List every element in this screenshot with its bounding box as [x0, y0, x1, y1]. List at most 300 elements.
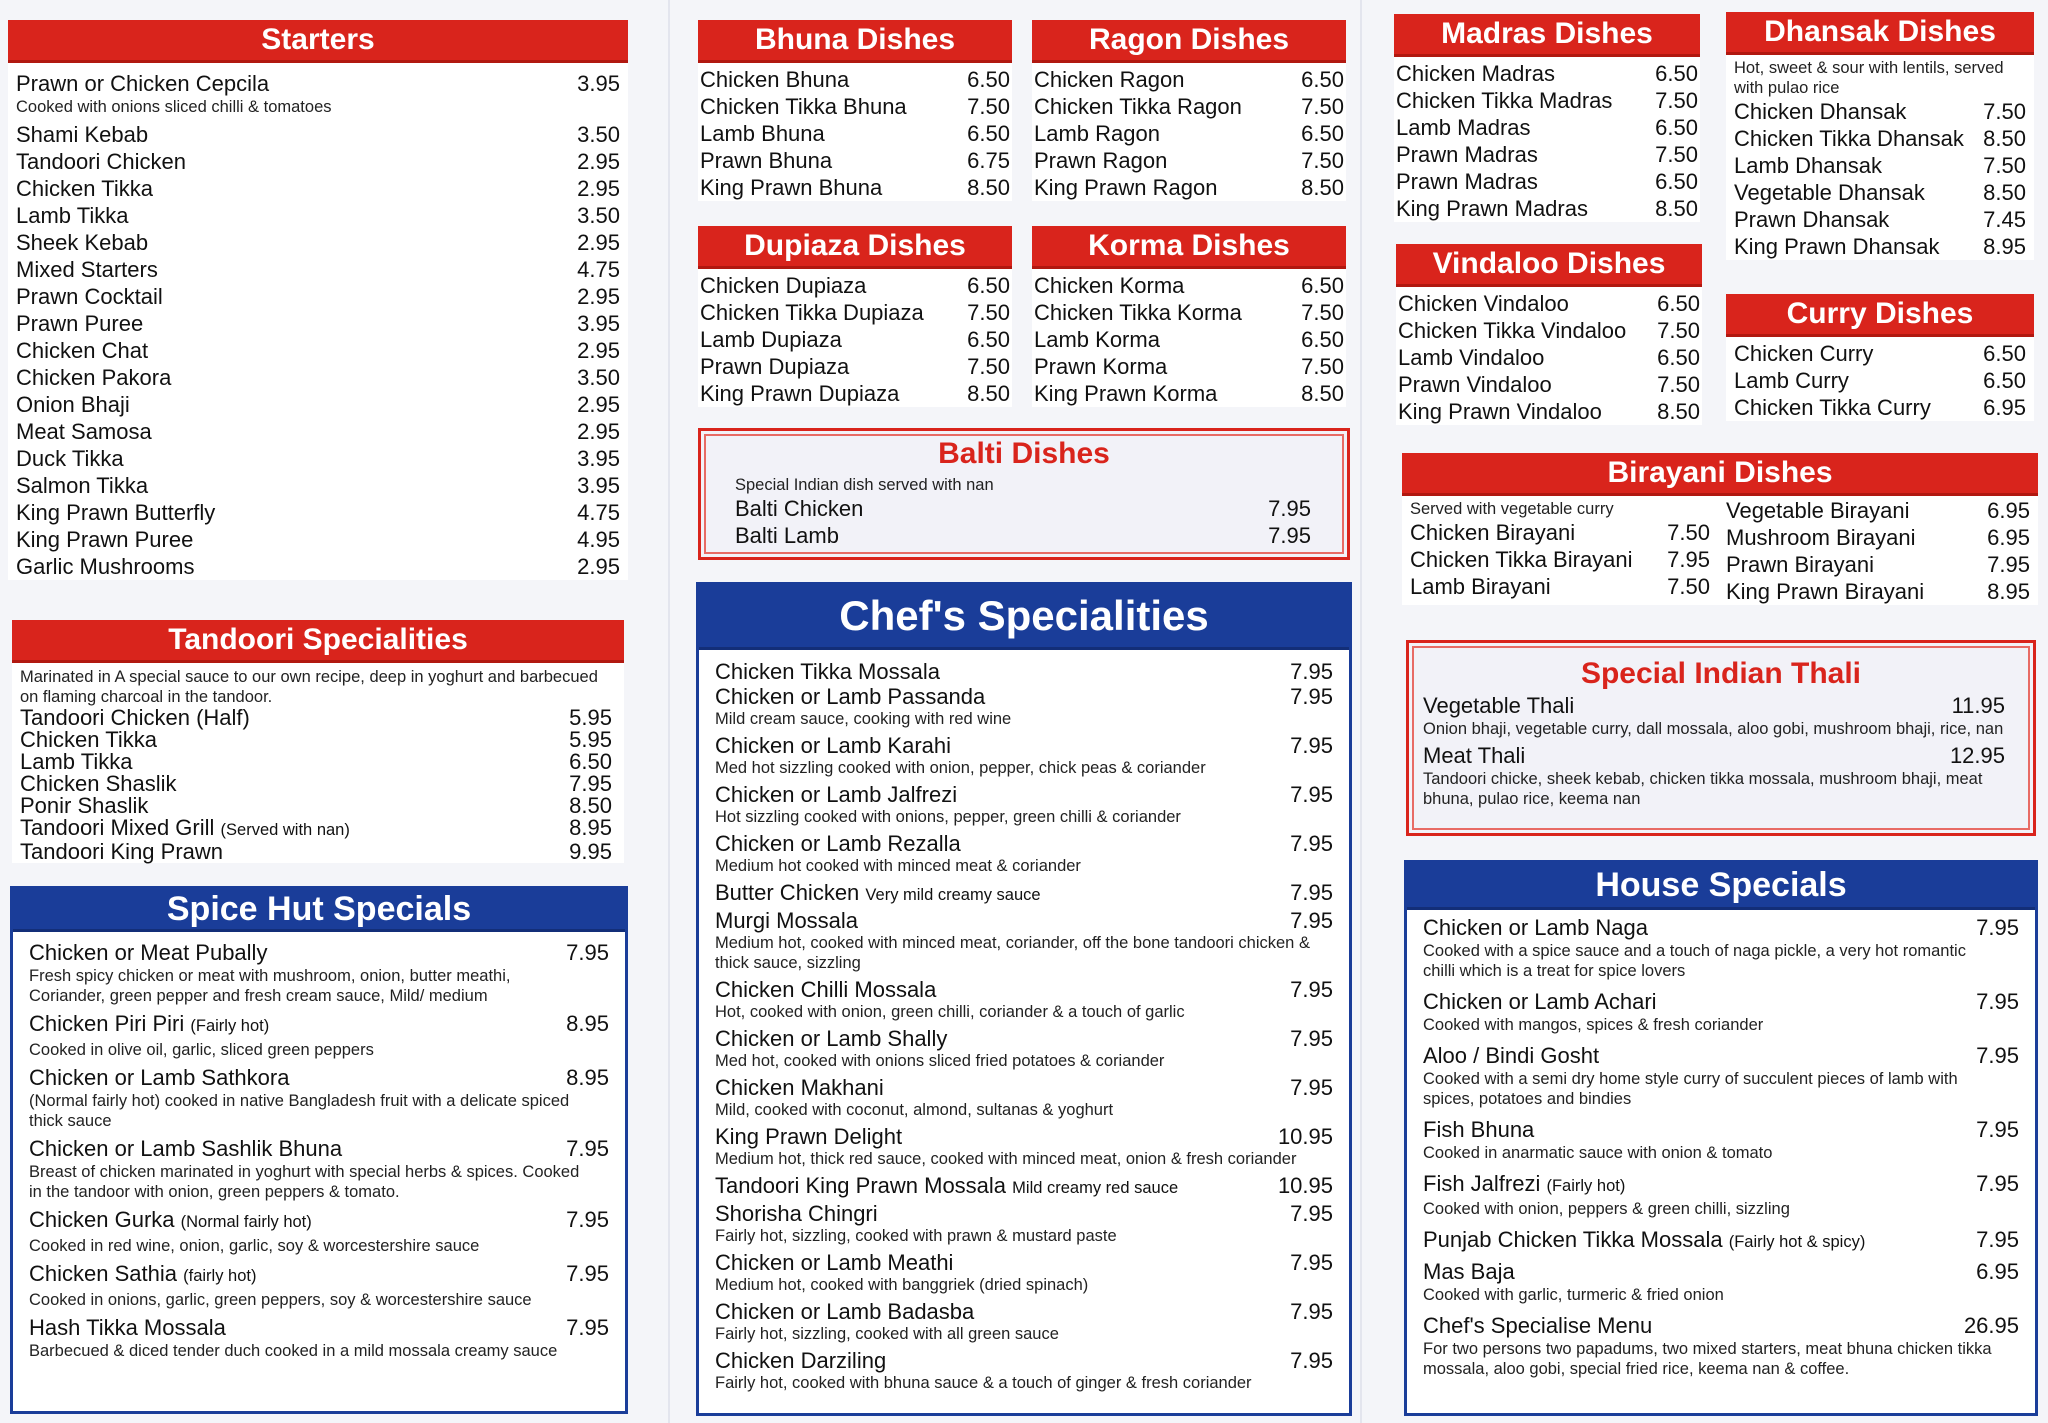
menu-item [1402, 546, 1718, 573]
menu-item-row [8, 337, 628, 364]
menu-item-label: Chicken Pakora [16, 365, 172, 390]
menu-item-label: Chicken Dupiaza [700, 273, 867, 298]
menu-item-row [1032, 299, 1346, 326]
madras-section [1394, 14, 1700, 222]
menu-item-name [16, 121, 148, 148]
menu-item-row [1726, 394, 2034, 421]
menu-item [715, 880, 1333, 908]
menu-item-row [715, 733, 1333, 758]
chefs-header: Chef's Specialities [699, 585, 1349, 647]
menu-item-name [700, 299, 924, 326]
menu-item [1718, 524, 2038, 551]
menu-item-price: 8.50 [1983, 126, 2026, 151]
menu-item-price: 7.95 [1268, 523, 1311, 548]
menu-item-label: Lamb Ragon [1034, 121, 1160, 146]
menu-item [29, 1064, 609, 1135]
menu-item-label: Prawn Dupiaza [700, 354, 850, 379]
menu-item-row [1032, 120, 1346, 147]
menu-item-name [715, 1075, 884, 1100]
menu-item [1032, 299, 1346, 326]
menu-item-price: 2.95 [577, 149, 620, 174]
menu-item [8, 283, 628, 310]
menu-item [698, 299, 1012, 326]
menu-item-row [715, 831, 1333, 856]
menu-item-label: King Prawn Korma [1034, 381, 1218, 406]
menu-item [1726, 206, 2034, 233]
menu-item-name [1398, 344, 1544, 371]
menu-item-row [12, 841, 620, 863]
dupiaza-list [698, 266, 1012, 407]
menu-item-label: Lamb Dhansak [1734, 153, 1882, 178]
menu-item-label: Butter Chicken [715, 880, 860, 905]
menu-item [12, 841, 620, 863]
menu-item-row [715, 1348, 1333, 1373]
menu-item-row [715, 1075, 1333, 1100]
menu-item [1402, 519, 1718, 546]
menu-item [715, 782, 1333, 831]
fold-line-right [1360, 0, 1362, 1423]
menu-item-label: Shami Kebab [16, 122, 149, 147]
house-header: House Specials [1407, 863, 2035, 907]
menu-item-row [1402, 573, 1718, 600]
menu-item-name [1034, 66, 1184, 93]
menu-item [1726, 125, 2034, 152]
menu-item-label: Chicken Tikka [20, 727, 157, 752]
dhansak-header: Dhansak Dishes [1726, 12, 2034, 52]
menu-item [1718, 497, 2038, 524]
menu-item-row [698, 299, 1012, 326]
menu-item-price: 6.50 [967, 273, 1010, 298]
menu-item [8, 553, 628, 580]
menu-item-description: Cooked with mangos, spices & fresh coriander [1423, 1016, 1764, 1034]
menu-item-price: 7.95 [566, 1136, 609, 1161]
menu-item-name [16, 148, 186, 175]
tandoori-section [12, 620, 624, 863]
menu-item-name [16, 202, 129, 229]
menu-item-label: King Prawn Ragon [1034, 175, 1218, 200]
menu-item-description: Cooked with garlic, turmeric & fried onion [1423, 1286, 1724, 1304]
menu-item-name [16, 256, 158, 283]
menu-item-label: Chicken or Lamb Shally [715, 1026, 948, 1051]
menu-item-description: Medium hot cooked with minced meat & coriander [715, 857, 1081, 875]
menu-item-row [29, 1314, 609, 1341]
menu-item-row [1718, 551, 2038, 578]
menu-item-row [1718, 524, 2038, 551]
menu-item-name [1726, 524, 1916, 551]
korma-section [1032, 226, 1346, 407]
menu-item-label: Punjab Chicken Tikka Mossala [1423, 1227, 1723, 1252]
menu-item-row [1396, 317, 1702, 344]
menu-item-price: 8.50 [1301, 175, 1344, 200]
birayani-right-list [1718, 497, 2038, 605]
menu-item [12, 751, 620, 773]
menu-item [8, 418, 628, 445]
menu-item [698, 147, 1012, 174]
menu-item-description: Medium hot, cooked with banggriek (dried spinach) [715, 1276, 1089, 1294]
menu-item-note: (Fairly hot & spicy) [1728, 1233, 1866, 1251]
menu-item-price: 7.50 [967, 94, 1010, 119]
menu-item-price: 7.95 [1290, 880, 1333, 905]
tandoori-header: Tandoori Specialities [12, 620, 624, 660]
menu-item-label: Chicken or Lamb Jalfrezi [715, 782, 958, 807]
menu-item-row [1423, 1117, 2019, 1143]
menu-item-note: (Fairly hot) [190, 1017, 270, 1035]
menu-item-description: Fresh spicy chicken or meat with mushroom, onion, butter meathi, Coriander, green pepper and fresh cream sauce, Mild/ medium [29, 967, 511, 1005]
menu-item-price: 7.95 [1290, 1299, 1333, 1324]
menu-item-label: Chicken Dhansak [1734, 99, 1907, 124]
menu-item-label: Balti Lamb [735, 523, 839, 548]
menu-item-price: 6.50 [1657, 291, 1700, 316]
menu-item [715, 684, 1333, 733]
menu-item [8, 175, 628, 202]
menu-item-price: 7.95 [1290, 659, 1333, 684]
menu-item-label: Lamb Vindaloo [1398, 345, 1545, 370]
menu-item-label: Chicken Birayani [1410, 520, 1576, 545]
menu-item-name [16, 175, 153, 202]
menu-item-price: 6.50 [1655, 115, 1698, 140]
menu-item [715, 1026, 1333, 1075]
menu-item-row [8, 256, 628, 283]
menu-item-note: (fairly hot) [183, 1267, 257, 1285]
menu-item-name [29, 1135, 342, 1162]
menu-item-description: Cooked with a semi dry home style curry of succulent pieces of lamb with spices, potatoes and bindies [1423, 1070, 1958, 1108]
menu-item-name [1423, 915, 1648, 941]
menu-item-name [1423, 693, 1574, 719]
menu-item-price: 6.50 [1983, 368, 2026, 393]
menu-item-price: 2.95 [577, 284, 620, 309]
menu-item-label: Meat Thali [1423, 743, 1526, 768]
menu-item-row [1423, 915, 2019, 941]
menu-item-row [1423, 1171, 2019, 1199]
menu-item-price: 26.95 [1963, 1313, 2019, 1338]
menu-item-row [715, 1026, 1333, 1051]
menu-item-row [1032, 326, 1346, 353]
menu-item [29, 1135, 609, 1206]
menu-item-row [1423, 1313, 2019, 1339]
menu-item-price: 6.50 [1983, 341, 2026, 366]
menu-item-description: Hot sizzling cooked with onions, pepper, green chilli & coriander [715, 808, 1181, 826]
menu-item-row [715, 977, 1333, 1002]
menu-item-row [8, 364, 628, 391]
menu-item-name [700, 326, 842, 353]
menu-item-description: Cooked in red wine, onion, garlic, soy & worcestershire sauce [29, 1237, 480, 1255]
menu-item [1394, 60, 1700, 87]
menu-item [12, 729, 620, 751]
menu-item-row [8, 526, 628, 553]
birayani-columns [1402, 493, 2038, 605]
menu-item-name [1734, 394, 1931, 421]
menu-item-label: Vegetable Birayani [1726, 498, 1910, 523]
menu-item-price: 3.50 [577, 365, 620, 390]
dupiaza-section [698, 226, 1012, 407]
menu-item-name [16, 445, 124, 472]
menu-item-label: King Prawn Birayani [1726, 579, 1925, 604]
menu-item-label: Mushroom Birayani [1726, 525, 1916, 550]
menu-item-row [8, 175, 628, 202]
menu-item-label: Chicken or Lamb Achari [1423, 989, 1657, 1014]
menu-item [1032, 120, 1346, 147]
menu-item-description: For two persons two papadums, two mixed starters, meat bhuna chicken tikka mossala, aloo gobi, special fried rice, keema nan & coffee. [1423, 1340, 1992, 1378]
menu-item-price: 7.95 [1976, 1227, 2019, 1252]
menu-item-row [1423, 1259, 2019, 1285]
menu-item-price: 7.95 [566, 1207, 609, 1232]
menu-item-label: Vegetable Thali [1423, 693, 1575, 718]
menu-item-price: 7.50 [967, 300, 1010, 325]
menu-item-price: 6.95 [1987, 498, 2030, 523]
menu-item [1032, 272, 1346, 299]
menu-item-name [1396, 195, 1588, 222]
menu-item-price: 2.95 [577, 176, 620, 201]
menu-item-row [1394, 168, 1700, 195]
menu-item [29, 1314, 609, 1365]
menu-item [698, 326, 1012, 353]
menu-item-label: Ponir Shaslik [20, 793, 149, 818]
menu-item-label: Prawn Madras [1396, 169, 1538, 194]
menu-item-name [700, 120, 825, 147]
menu-item [1718, 578, 2038, 605]
menu-item-name [16, 310, 143, 337]
starters-list [8, 60, 628, 580]
menu-item-name [1034, 147, 1167, 174]
menu-item-note: (Served with nan) [220, 821, 350, 839]
menu-item [727, 495, 1319, 522]
menu-item-row [1423, 1043, 2019, 1069]
menu-item-price: 2.95 [577, 392, 620, 417]
menu-item-price: 6.95 [1976, 1259, 2019, 1284]
birayani-header: Birayani Dishes [1402, 453, 2038, 493]
menu-item-label: Chicken Tikka Dupiaza [700, 300, 924, 325]
menu-item [715, 1124, 1333, 1173]
menu-item [698, 66, 1012, 93]
menu-item-price: 7.50 [1983, 99, 2026, 124]
menu-item-row [1032, 93, 1346, 120]
menu-item-label: Chicken Curry [1734, 341, 1874, 366]
menu-item-row [8, 70, 628, 97]
menu-item-price: 7.95 [1290, 1348, 1333, 1373]
menu-item-price: 3.95 [577, 311, 620, 336]
menu-item-row [698, 93, 1012, 120]
menu-item-name [1398, 290, 1569, 317]
menu-item-row [698, 380, 1012, 407]
tandoori-description: Marinated in A special sauce to our own recipe, deep in yoghurt and barbecued on flaming charcoal in the tandoor. [20, 668, 598, 706]
menu-item-price: 8.50 [967, 381, 1010, 406]
vindaloo-header: Vindaloo Dishes [1396, 244, 1702, 284]
menu-item [1032, 174, 1346, 201]
menu-item-price: 5.95 [569, 727, 612, 752]
menu-item-name [1396, 114, 1531, 141]
menu-item-row [715, 1124, 1333, 1149]
menu-item-label: King Prawn Dupiaza [700, 381, 900, 406]
curry-list [1726, 334, 2034, 421]
menu-item-price: 7.95 [1290, 1201, 1333, 1226]
menu-item-label: Chicken Chilli Mossala [715, 977, 937, 1002]
menu-item-price: 8.50 [1301, 381, 1344, 406]
starters-header: Starters [8, 20, 628, 60]
menu-item-price: 7.50 [967, 354, 1010, 379]
menu-item [698, 353, 1012, 380]
menu-item-price: 7.50 [1667, 520, 1710, 545]
balti-section [698, 428, 1350, 560]
menu-item-row [8, 445, 628, 472]
menu-item-row [715, 880, 1333, 908]
menu-item [1415, 743, 2013, 813]
menu-item-name [715, 880, 1041, 908]
menu-item [8, 472, 628, 499]
menu-item-label: Chicken Tikka Ragon [1034, 94, 1242, 119]
menu-item-label: Chicken Korma [1034, 273, 1185, 298]
menu-item-label: Fish Jalfrezi [1423, 1171, 1541, 1196]
menu-item [698, 380, 1012, 407]
menu-item-row [12, 773, 620, 795]
menu-item-row [698, 66, 1012, 93]
menu-item-row [8, 148, 628, 175]
menu-item-price: 6.50 [1301, 67, 1344, 92]
menu-item-price: 3.95 [577, 446, 620, 471]
menu-item-row [1726, 98, 2034, 125]
menu-item [715, 908, 1333, 977]
menu-item-name [1734, 233, 1939, 260]
menu-item [1726, 367, 2034, 394]
menu-item-row [8, 391, 628, 418]
menu-item-price: 6.50 [967, 121, 1010, 146]
menu-item-label: Prawn Puree [16, 311, 144, 336]
thali-header: Special Indian Thali [1580, 657, 1862, 690]
menu-item-price: 2.95 [577, 338, 620, 363]
menu-item-price: 11.95 [1951, 693, 2005, 718]
menu-item-label: King Prawn Bhuna [700, 175, 883, 200]
thali-list [1409, 693, 2033, 813]
menu-item [8, 364, 628, 391]
menu-item-row [29, 1260, 609, 1290]
menu-item-description: (Normal fairly hot) cooked in native Bangladesh fruit with a delicate spiced thick sauce [29, 1092, 570, 1130]
menu-item-label: Tandoori King Prawn Mossala [715, 1173, 1007, 1198]
menu-item-name [16, 70, 269, 97]
menu-item [1423, 1259, 2019, 1309]
menu-item-name [1034, 93, 1242, 120]
menu-item-label: Balti Chicken [735, 496, 864, 521]
menu-item [8, 499, 628, 526]
menu-item-name [1396, 60, 1555, 87]
menu-item-name [700, 380, 899, 407]
menu-item-label: Tandoori Chicken (Half) [20, 705, 250, 730]
menu-item [715, 1201, 1333, 1250]
menu-item-price: 7.95 [1290, 684, 1333, 709]
menu-item [1423, 1117, 2019, 1167]
dhansak-list [1726, 98, 2034, 260]
menu-item-name [20, 751, 133, 773]
menu-item-row [1726, 125, 2034, 152]
menu-item-price: 2.95 [577, 419, 620, 444]
menu-item-row [727, 522, 1319, 549]
menu-item-row [12, 817, 620, 841]
menu-item-name [16, 526, 193, 553]
menu-item-label: Prawn or Chicken Cepcila [16, 71, 270, 96]
menu-item-price: 7.50 [1655, 88, 1698, 113]
menu-item-label: Chicken or Lamb Rezalla [715, 831, 961, 856]
menu-item-name [1423, 1227, 1865, 1255]
menu-item-label: Duck Tikka [16, 446, 124, 471]
menu-item-note: Mild creamy red sauce [1012, 1179, 1179, 1197]
menu-item-name [715, 1250, 953, 1275]
menu-item [8, 526, 628, 553]
menu-item-label: Tandoori Mixed Grill [20, 815, 215, 840]
menu-item-name [1734, 340, 1873, 367]
menu-item-label: Prawn Madras [1396, 142, 1538, 167]
menu-item-row [715, 1173, 1333, 1201]
menu-item-row [1726, 206, 2034, 233]
menu-item-label: Chicken or Lamb Passanda [715, 684, 986, 709]
menu-item-name [29, 1206, 312, 1236]
menu-item-row [1415, 743, 2013, 769]
menu-item-label: Chicken Tikka Vindaloo [1398, 318, 1627, 343]
menu-item [715, 1075, 1333, 1124]
menu-item [8, 121, 628, 148]
menu-item-name [1423, 989, 1657, 1015]
curry-header: Curry Dishes [1726, 294, 2034, 334]
menu-item [1394, 168, 1700, 195]
menu-item-name [16, 283, 163, 310]
menu-item-price: 7.95 [1976, 1043, 2019, 1068]
menu-item-price: 7.95 [1290, 1026, 1333, 1051]
menu-item-name [700, 353, 849, 380]
menu-item [8, 310, 628, 337]
spice-hut-list [13, 929, 625, 1365]
menu-item-row [1415, 693, 2013, 719]
menu-item-row [12, 729, 620, 751]
menu-item-label: Vegetable Dhansak [1734, 180, 1925, 205]
menu-item [8, 256, 628, 283]
menu-item-name [1734, 179, 1925, 206]
menu-item-description: Tandoori chicke, sheek kebab, chicken tikka mossala, mushroom bhaji, meat bhuna, pulao rice, keema nan [1423, 770, 1983, 808]
menu-item-price: 7.95 [1976, 915, 2019, 940]
menu-item-price: 7.50 [1301, 94, 1344, 119]
menu-item-name [700, 174, 882, 201]
menu-item-row [8, 121, 628, 148]
chefs-section [696, 582, 1352, 1416]
birayani-right-column [1718, 493, 2038, 605]
menu-item-name [16, 364, 171, 391]
menu-item-name [16, 472, 148, 499]
menu-item-name [715, 1299, 974, 1324]
menu-item-row [698, 326, 1012, 353]
menu-item-label: Chicken Tikka Dhansak [1734, 126, 1964, 151]
menu-item-name [29, 1010, 269, 1040]
menu-item-price: 7.95 [1290, 977, 1333, 1002]
menu-item-label: Chicken Tikka Birayani [1410, 547, 1633, 572]
menu-item-row [8, 310, 628, 337]
menu-item [12, 817, 620, 841]
menu-item-label: Chicken Makhani [715, 1075, 884, 1100]
menu-item-price: 6.50 [1301, 121, 1344, 146]
menu-item [715, 659, 1333, 684]
menu-item [1032, 147, 1346, 174]
menu-item-price: 7.95 [1667, 547, 1710, 572]
menu-item-row [715, 782, 1333, 807]
menu-item-row [1726, 233, 2034, 260]
menu-item-name [1410, 573, 1551, 600]
menu-item-name [20, 707, 250, 729]
menu-item-label: Murgi Mossala [715, 908, 859, 933]
menu-item-description: Cooked in olive oil, garlic, sliced green peppers [29, 1041, 374, 1059]
menu-item-label: Chicken Bhuna [700, 67, 850, 92]
menu-item-description: Fairly hot, sizzling, cooked with prawn & mustard paste [715, 1227, 1117, 1245]
menu-item-description: Barbecued & diced tender duch cooked in a mild mossala creamy sauce [29, 1342, 558, 1360]
menu-item [1423, 1043, 2019, 1113]
menu-item [715, 1348, 1333, 1397]
menu-item-price: 7.50 [1983, 153, 2026, 178]
menu-item [1394, 114, 1700, 141]
menu-item [29, 1010, 609, 1064]
